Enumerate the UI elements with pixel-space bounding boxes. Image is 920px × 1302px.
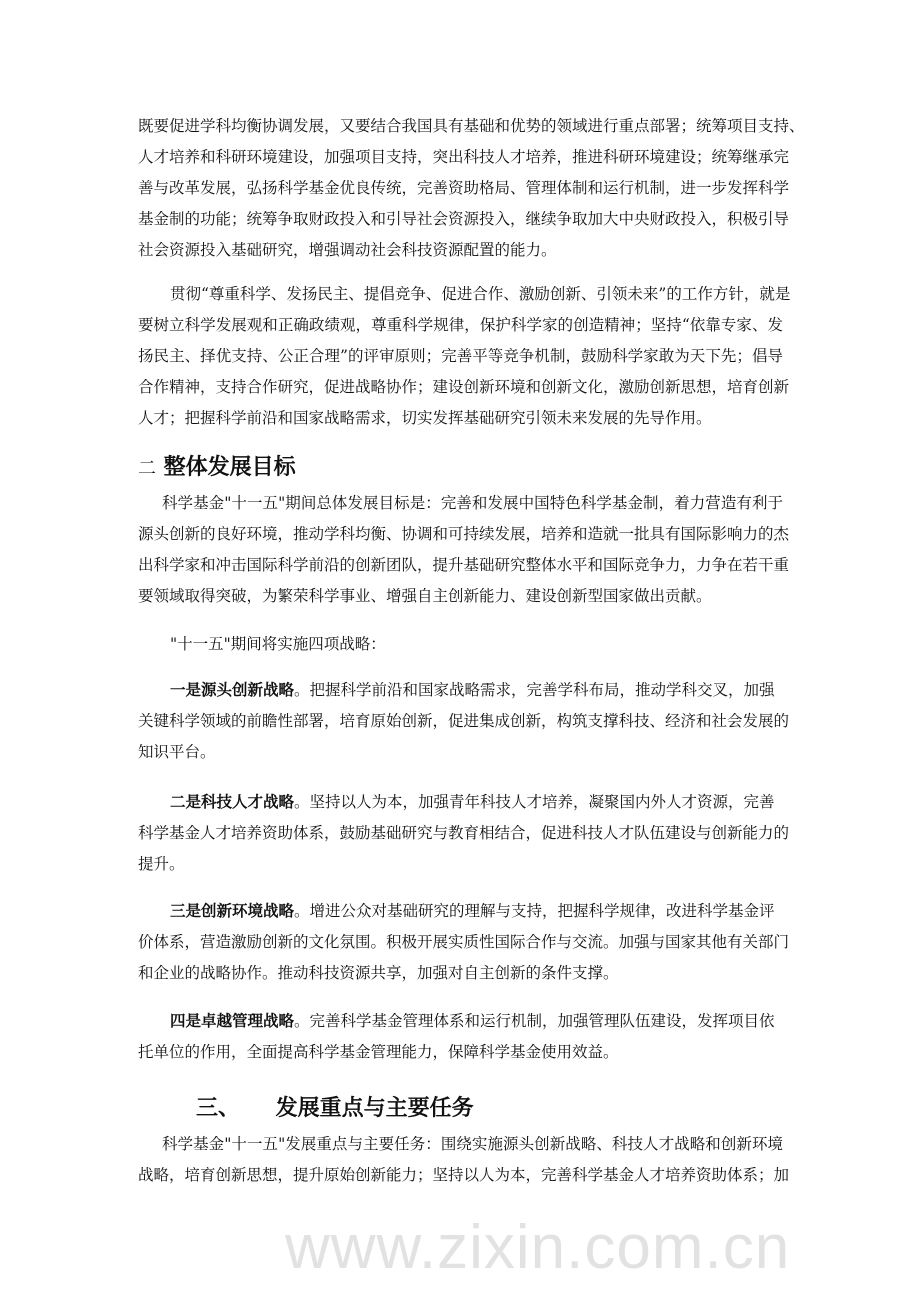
strategy-lead: 一是源头创新战略: [170, 681, 295, 699]
section-heading-3: [196, 1095, 474, 1123]
paragraph-guideline: [138, 279, 791, 434]
text-line-content: 人才；把握科学前沿和国家战略需求，切实发挥基础研究引领未来发展的先导作用。: [138, 409, 712, 427]
text-line: [138, 235, 783, 266]
text-line-content: 扬民主、择优支持、公正合理”的评审原则；完善平等竞争机制，鼓励科学家敢为天下先；倡导: [138, 347, 783, 365]
strategy-lead: 二是科技人才战略: [170, 793, 295, 811]
text-line: [138, 849, 783, 880]
text-line-content: 价体系，营造激励创新的文化氛围。积极开展实质性国际合作与交流。加强与国家其他有关部门: [138, 933, 790, 951]
paragraph-intro-continued: [138, 111, 805, 266]
text-line: [138, 173, 790, 204]
text-line: [138, 488, 783, 519]
text-line-content: 基金制的功能；统筹争取财政投入和引导社会资源投入，继续争取加大中央财政投入，积极引导: [138, 210, 790, 228]
text-line-content: 。坚持以人为本，加强青年科技人才培养，凝聚国内外人才资源，完善: [294, 793, 775, 811]
text-line-content: 和企业的战略协作。推动科技资源共享，加强对自主创新的条件支撑。: [138, 964, 619, 982]
section-number: 二: [138, 458, 156, 479]
text-line: [138, 787, 783, 818]
paragraph-overall-goal: [138, 488, 790, 612]
text-line-content: 社会资源投入基础研究，增强调动社会科技资源配置的能力。: [138, 241, 557, 259]
text-line: [138, 142, 790, 173]
text-line: [138, 675, 783, 706]
text-line-content: 人才培养和科研环境建设，加强项目支持，突出科技人才培养，推进科研环境建设；统筹继承完: [138, 148, 790, 166]
text-line: [138, 341, 783, 372]
text-line-content: 科学基金"十一五"期间总体发展目标是：完善和发展中国特色科学基金制，着力营造有利于: [162, 494, 783, 512]
paragraph-strategy-2: [138, 787, 790, 880]
text-line: [138, 629, 783, 660]
text-line: [138, 896, 783, 927]
text-line: [138, 204, 790, 235]
section-number: 三、: [196, 1096, 241, 1121]
text-line: [138, 581, 783, 612]
paragraph-key-tasks: [138, 1129, 790, 1191]
text-line: [138, 958, 783, 989]
text-line-content: 要树立科学发展观和正确政绩观，尊重科学规律，保护科学家的创造精神；坚持“依靠专家、发: [138, 316, 783, 334]
text-line-content: 贯彻“尊重科学、发扬民主、提倡竞争、促进合作、激励创新、引领未来”的工作方针，就是: [170, 285, 791, 303]
text-line: [138, 818, 790, 849]
text-line: [138, 737, 783, 768]
text-line: [138, 372, 790, 403]
text-line: [138, 1006, 783, 1037]
text-line-content: 合作精神，支持合作研究，促进战略协作；建设创新环境和创新文化，激励创新思想，培育创新: [138, 378, 790, 396]
text-line-content: 要领域取得突破，为繁荣科学事业、增强自主创新能力、建设创新型国家做出贡献。: [138, 587, 712, 605]
text-line: [138, 519, 790, 550]
text-line-content: 科学基金人才培养资助体系，鼓励基础研究与教育相结合，促进科技人才队伍建设与创新能力的: [138, 824, 790, 842]
text-line-content: 出科学家和冲击国际科学前沿的创新团队，提升基础研究整体水平和国际竞争力，力争在若干重: [138, 556, 790, 574]
text-line-content: 源头创新的良好环境，推动学科均衡、协调和可持续发展，培养和造就一批具有国际影响力的杰: [138, 525, 790, 543]
text-line: [138, 706, 790, 737]
text-line-content: 提升。: [138, 855, 185, 873]
text-line-content: 善与改革发展，弘扬科学基金优良传统，完善资助格局、管理体制和运行机制，进一步发挥科学: [138, 179, 790, 197]
text-line-content: 科学基金"十一五"发展重点与主要任务：围绕实施源头创新战略、科技人才战略和创新环境: [162, 1135, 783, 1153]
text-line: [138, 403, 783, 434]
text-line-content: 。增进公众对基础研究的理解与支持，把握科学规律，改进科学基金评: [294, 902, 775, 920]
text-line-content: 。把握科学前沿和国家战略需求，完善学科布局，推动学科交叉，加强: [294, 681, 775, 699]
text-line-content: 托单位的作用，全面提高科学基金管理能力，保障科学基金使用效益。: [138, 1043, 619, 1061]
text-line: [138, 1037, 783, 1068]
text-line-content: 知识平台。: [138, 743, 216, 761]
paragraph-four-strategies-intro: [138, 629, 783, 660]
section-heading-2: [138, 454, 296, 483]
text-line: [138, 1129, 783, 1160]
text-line: [138, 310, 783, 341]
section-title: 整体发展目标: [163, 455, 296, 480]
text-line: [138, 111, 805, 142]
text-line-content: 关键科学领域的前瞻性部署，培育原始创新，促进集成创新，构筑支撑科技、经济和社会发展的: [138, 712, 790, 730]
paragraph-strategy-4: [138, 1006, 783, 1068]
strategy-lead: 三是创新环境战略: [170, 902, 295, 920]
text-line-content: "十一五"期间将实施四项战略：: [170, 635, 386, 653]
text-line-content: 。完善科学基金管理体系和运行机制，加强管理队伍建设，发挥项目依: [294, 1012, 775, 1030]
text-line-content: 既要促进学科均衡协调发展，又要结合我国具有基础和优势的领域进行重点部署；统筹项目支持、: [138, 117, 805, 135]
text-line: [138, 927, 790, 958]
paragraph-strategy-3: [138, 896, 790, 989]
watermark: www.zixin.com.cn: [285, 1213, 791, 1282]
section-title: 发展重点与主要任务: [275, 1096, 474, 1121]
text-line: [138, 279, 791, 310]
text-line-content: 战略，培育创新思想，提升原始创新能力；坚持以人为本，完善科学基金人才培养资助体系；加: [138, 1166, 790, 1184]
text-line: [138, 1160, 790, 1191]
paragraph-strategy-1: [138, 675, 790, 768]
strategy-lead: 四是卓越管理战略: [170, 1012, 295, 1030]
text-line: [138, 550, 790, 581]
